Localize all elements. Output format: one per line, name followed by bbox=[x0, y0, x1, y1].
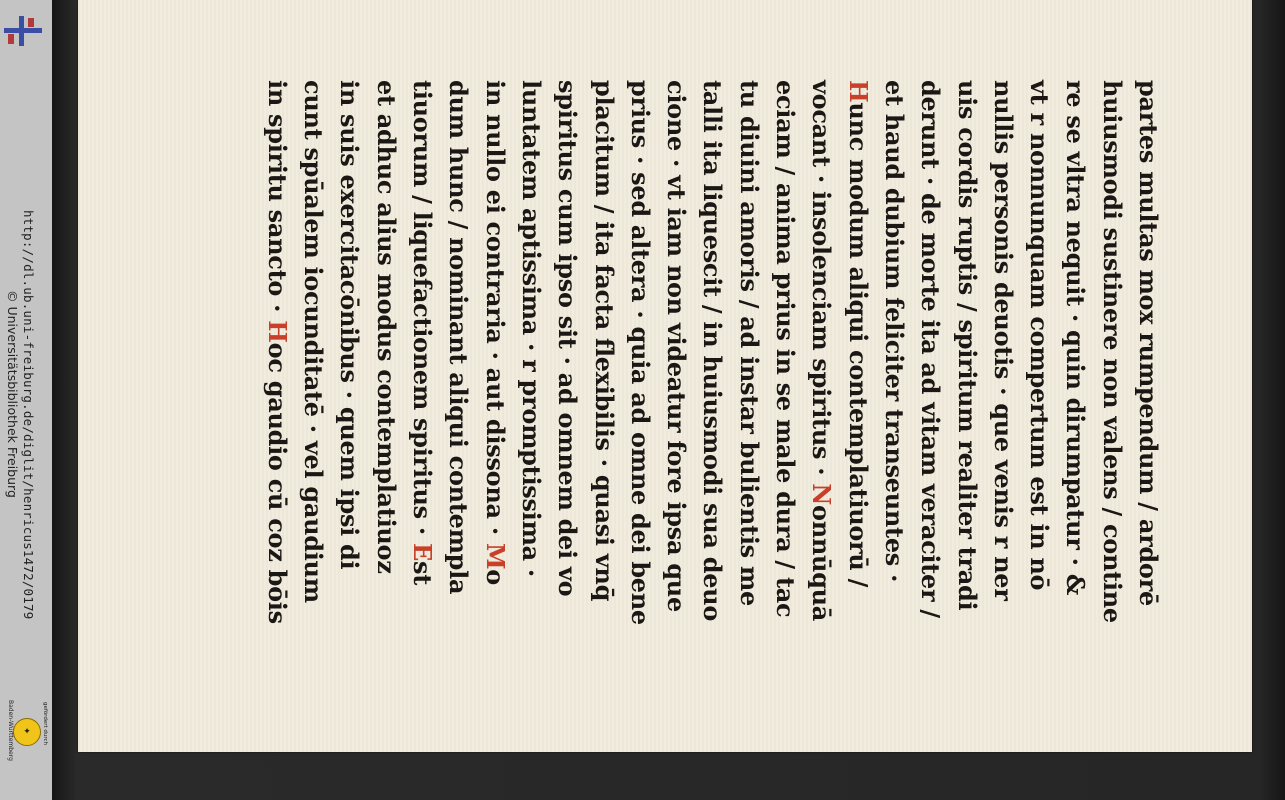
text-line: prius · sed altera · quia ad omne dei bene bbox=[625, 80, 655, 625]
sponsor-name: Baden-Württemberg bbox=[7, 700, 14, 761]
text-line: vt r nonnunquam compertum est in nō bbox=[1025, 80, 1055, 591]
text-line: in suis exercitacōnibus · quem ipsi di bbox=[335, 80, 365, 570]
text-line: spiritus cum ipso sit · ad omnem dei vo bbox=[553, 80, 583, 597]
text-line: Hunc modum aliqui contemplatiuorū / bbox=[843, 80, 873, 588]
text-line: et adhuc alius modus contemplatiuoz bbox=[371, 80, 401, 574]
text-line: vocant · insolenciam spiritus · Nonnūquā bbox=[807, 80, 837, 622]
text-line: talli ita liquescit / in huiusmodi sua deuo bbox=[698, 80, 728, 622]
text-line: tu diuini amoris / ad instar bulientis me bbox=[734, 80, 764, 607]
text-line: cunt spūalem iocunditatē · vel gaudium bbox=[299, 80, 329, 603]
text-line: in nullo ei contraria · aut dissona · Mo bbox=[480, 80, 510, 585]
rubric-initial: H bbox=[843, 80, 873, 103]
manuscript-page bbox=[78, 0, 1252, 752]
rubric-initial: N bbox=[807, 483, 837, 505]
text-line: dum hunc / nominant aliqui contempla bbox=[444, 80, 474, 595]
text-line: cione · vt iam non videatur fore ipsa que bbox=[662, 80, 692, 612]
rubric-initial: H bbox=[262, 320, 292, 343]
text-line: et haud dubium feliciter transeuntes · bbox=[879, 80, 909, 583]
text-line: derunt · de morte ita ad vitam veraciter / bbox=[916, 80, 946, 618]
source-url[interactable]: http://dl.ub.uni-freiburg.de/diglit/henricus1472/0179 bbox=[21, 210, 36, 620]
sponsor-badge bbox=[8, 690, 52, 800]
text-line: huiusmodi sustinere non valens / contine bbox=[1097, 80, 1127, 623]
text-line: partes multas mox rumpendum / ardorē bbox=[1134, 80, 1163, 606]
text-line: tiuorum / liquefactionem spiritus · Est bbox=[408, 80, 438, 586]
copyright-notice: © Universitätsbibliothek Freiburg bbox=[5, 290, 20, 498]
university-logo-icon bbox=[2, 14, 44, 48]
viewer-info-strip bbox=[0, 0, 52, 800]
text-line: placitum / ita facta flexibilis · quasi vnq̄ bbox=[589, 80, 619, 602]
rubric-initial: E bbox=[408, 543, 438, 562]
text-line: uis cordis ruptis / spiritum realiter tradi bbox=[952, 80, 982, 611]
text-line: eciam / anima prius in se male dura / tac bbox=[771, 80, 801, 618]
state-emblem-icon: ✦ bbox=[13, 718, 41, 746]
rubric-initial: M bbox=[480, 542, 510, 570]
sponsor-label: gefördert durch bbox=[42, 702, 48, 746]
page-text-block bbox=[259, 80, 1166, 625]
text-line: luntatem aptissima · r promptissima · bbox=[516, 80, 546, 577]
text-line: nullis personis deuotis · que venis r ner bbox=[988, 80, 1018, 601]
text-line: in spiritu sancto · Hoc gaudio cū coz bōis bbox=[262, 80, 292, 624]
text-line: re se vltra nequit · quin dirumpatur · & bbox=[1061, 80, 1091, 596]
